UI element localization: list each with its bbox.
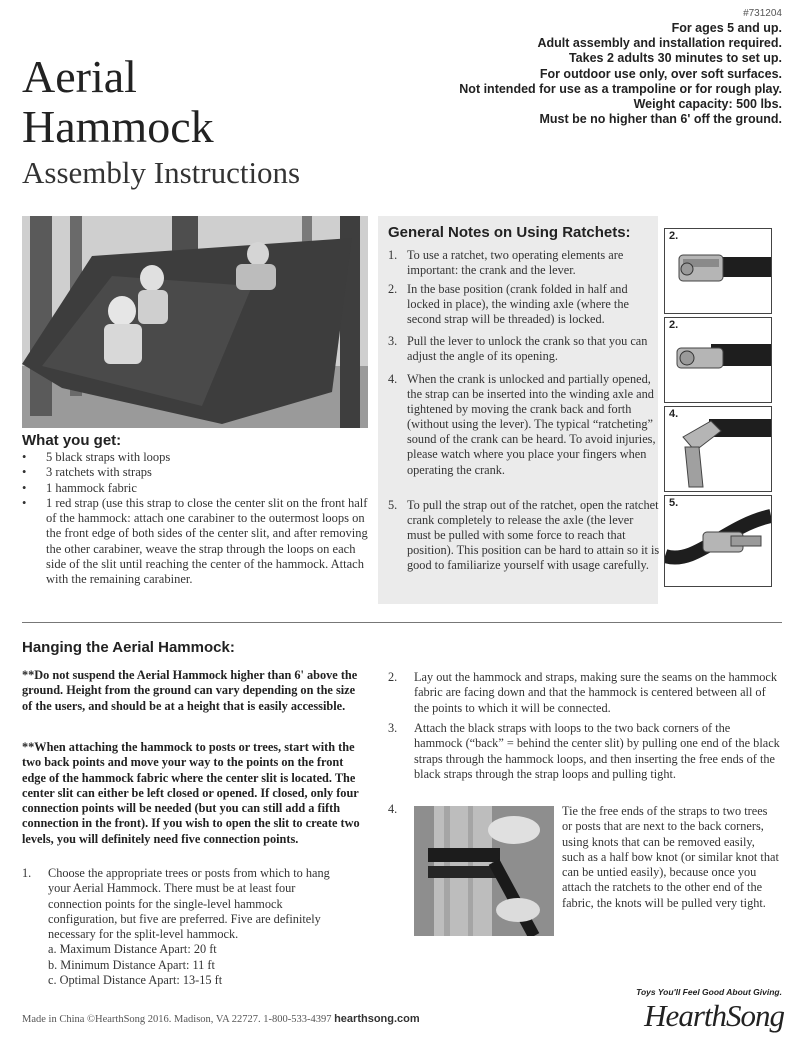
safety-note: For outdoor use only, over soft surfaces.: [539, 66, 782, 81]
figure-label: 2.: [669, 319, 679, 331]
ratchet-release-icon: [665, 496, 771, 586]
hammock-photo-illustration: [22, 216, 368, 428]
hammock-photo: [22, 216, 368, 428]
footer: [22, 1013, 420, 1025]
step-text: [48, 866, 352, 988]
safety-notes: [312, 21, 782, 127]
step-4: [562, 804, 780, 911]
safety-note: Adult assembly and installation required.: [537, 36, 782, 51]
step-number: 1.: [22, 866, 32, 880]
note-item: [388, 334, 660, 364]
safety-note: Must be no higher than 6' off the ground.: [539, 112, 782, 127]
step-text: Lay out the hammock and straps, making sure the seams on the hammock fabric are facing down and that the hammock is centered between all of the points to which it will be connected.: [414, 670, 778, 715]
footer-text: Made in China ©HearthSong 2016. Madison, VA 22727. 1-800-533-4397: [22, 1014, 332, 1025]
ratchet-figure: [664, 495, 772, 587]
safety-note: Takes 2 adults 30 minutes to set up.: [568, 51, 782, 66]
ratchet-figure: [664, 228, 772, 314]
safety-note: Not intended for use as a trampoline or for rough play.: [459, 81, 782, 96]
step-description: Choose the appropriate trees or posts from which to hang your Aerial Hammock. There must be at least four connection points for the single-level hammock configuration, but five are preferred. Five are definitely necessary for the split-level hammock.: [48, 866, 330, 942]
what-you-get-heading: What you get:: [22, 432, 122, 449]
ratchet-figure: [664, 317, 772, 403]
note-item: [388, 282, 660, 327]
warning-height: **Do not suspend the Aerial Hammock higher than 6' above the ground. Height from the ground can vary depending on the size of the users, and should be at a height that is easily accessible.: [22, 668, 358, 713]
note-item: [388, 372, 660, 478]
list-item: • 1 hammock fabric: [22, 481, 368, 496]
note-text: When the crank is unlocked and partially opened, the strap can be inserted into the winding axle and tightened by moving the crank back and forth (without using the lever). The typical “ratcheting” sound of the crank can be heard. To avoid injuries, please watch where you place your fingers when operating the crank.: [407, 372, 656, 477]
tree-strap-illustration: [414, 806, 554, 936]
section-divider: [22, 622, 782, 623]
list-item: • 5 black straps with loops: [22, 450, 368, 465]
distance-item: b. Minimum Distance Apart: 11 ft: [48, 957, 215, 972]
figure-label: 4.: [669, 408, 679, 420]
step-3: [388, 721, 780, 782]
note-item: [388, 248, 660, 278]
ratchet-unlocked-icon: [665, 318, 771, 402]
safety-note: Weight capacity: 500 lbs.: [633, 97, 782, 112]
brand-tagline: Toys You'll Feel Good About Giving.: [636, 987, 782, 997]
note-number: 1.: [388, 248, 398, 262]
page-title-line1: Aerial: [22, 51, 137, 102]
ratchet-open-icon: [665, 407, 771, 491]
note-number: 4.: [388, 372, 398, 386]
ratchet-closed-icon: [665, 229, 771, 313]
distance-item: a. Maximum Distance Apart: 20 ft: [48, 942, 217, 957]
note-text: To use a ratchet, two operating elements are important: the crank and the lever.: [407, 248, 624, 278]
general-notes-heading: General Notes on Using Ratchets:: [388, 224, 631, 241]
website-link[interactable]: hearthsong.com: [334, 1013, 420, 1025]
note-number: 3.: [388, 334, 398, 348]
list-item: • 1 red strap (use this strap to close the center slit on the front half of the hammock: attach one carabiner to the outermost loops on the front edge of both sides of the center slit, and after removing the other carabiner, weave the strap through the loops on each side of the slit until reaching the center of the hammock. Attach with the remaining carabiner.: [22, 496, 368, 588]
step-number: 4.: [388, 802, 398, 816]
distance-item: c. Optimal Distance Apart: 13-15 ft: [48, 973, 223, 988]
step-text: Attach the black straps with loops to the two back corners of the hammock (“back” = behind the center slit) by pulling one end of the black straps through the hammock loops, and then inserting the free ends of the black straps through the strap loops and pulling tight.: [414, 721, 780, 781]
tree-strap-photo: [414, 806, 554, 936]
step-1: [22, 866, 352, 988]
warning-attachment: **When attaching the hammock to posts or trees, start with the two back points and move your way to the points on the front edge of the hammock fabric where the center slit is located. The center slit can either be left closed or opened. If closed, only four connection points will be needed (but you can still add a fifth connection in the front). If you wish to open the slit to create two levels, you will definitely need five connection points.: [22, 740, 360, 846]
figure-label: 2.: [669, 230, 679, 242]
list-item: • 3 ratchets with straps: [22, 465, 368, 480]
note-number: 5.: [388, 498, 398, 512]
step-text: Tie the free ends of the straps to two trees or posts that are next to the back corners, using knots that can be removed easily, such as a half bow knot (or similar knot that can be untied easily), because once you attach the ratchets to the other end of the fabric, the knots will be pulled very tight.: [562, 804, 779, 910]
page-title-line2: Hammock: [22, 101, 214, 152]
step-number: 3.: [388, 721, 398, 735]
hanging-heading: Hanging the Aerial Hammock:: [22, 639, 235, 656]
step-2: [388, 670, 780, 716]
step-number: 2.: [388, 670, 398, 684]
note-text: Pull the lever to unlock the crank so that you can adjust the angle of its opening.: [407, 334, 648, 364]
figure-label: 5.: [669, 497, 679, 509]
note-number: 2.: [388, 282, 398, 296]
product-id: #731204: [743, 8, 782, 19]
ratchet-figure: [664, 406, 772, 492]
what-you-get-list: [22, 450, 368, 588]
note-text: To pull the strap out of the ratchet, open the ratchet crank completely to release the axle (the lever must be pulled with some force to reach that position). This position can be hard to attain so it is good to familiarize yourself with usage carefully.: [407, 498, 660, 573]
note-item: [388, 498, 660, 573]
brand-logo: HearthSong: [644, 998, 784, 1033]
page-subtitle: Assembly Instructions: [22, 155, 301, 190]
safety-note: For ages 5 and up.: [671, 21, 782, 35]
note-text: In the base position (crank folded in half and locked in place), the winding axle (where the second strap will be threaded) is locked.: [407, 282, 629, 327]
